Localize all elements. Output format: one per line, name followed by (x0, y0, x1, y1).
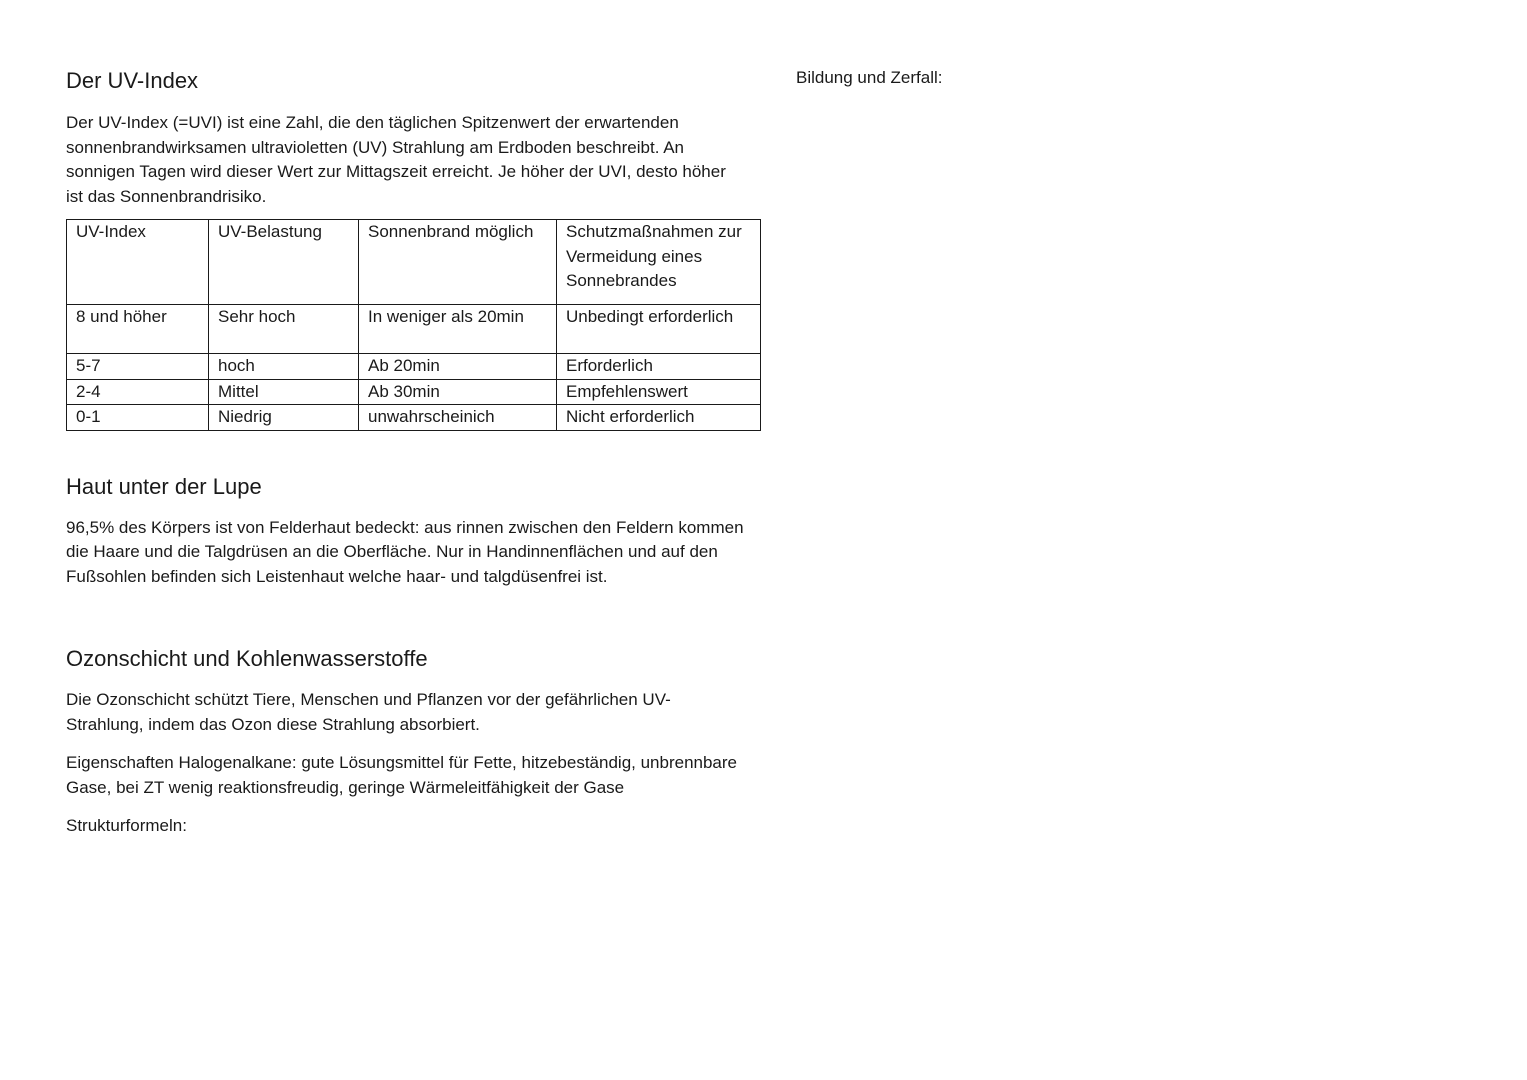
table-cell: Ab 20min (359, 354, 557, 380)
haut-text: 96,5% des Körpers ist von Felderhaut bedeckt: aus rinnen zwischen den Feldern kommen die Haare und die Talgdrüsen an die Oberfläche. Nur in Handinnenflächen und auf den Fußsohlen befinden sich Leistenhaut welche haar- und talgdüsenfrei ist. (66, 517, 744, 586)
table-cell: Sehr hoch (209, 305, 359, 354)
uv-index-intro: Der UV-Index (=UVI) ist eine Zahl, die den täglichen Spitzenwert der erwartenden sonnenbrandwirksamen ultravioletten (UV) Strahlung am Erdboden beschreibt. An sonnigen Tagen wird dieser Wert zur Mittagszeit erreicht. Je höher der UVI, desto höher ist das Sonnenbrandrisiko. (66, 113, 726, 206)
halogenalkane-text: Eigenschaften Halogenalkane: gute Lösungsmittel für Fette, hitzebeständig, unbrennbare Gase, bei ZT wenig reaktionsfreudig, geringe Wärmeleitfähigkeit der Gase (66, 753, 738, 797)
table-cell: 2-4 (67, 379, 209, 405)
strukturformeln-label: Strukturformeln: (66, 816, 187, 835)
table-cell: Ab 30min (359, 379, 557, 405)
section-title-uv-index: Der UV-Index (66, 68, 199, 93)
bildung-zerfall-label: Bildung und Zerfall: (796, 68, 943, 87)
uv-index-table (66, 219, 761, 431)
table-cell: Erforderlich (557, 354, 761, 380)
table-row (67, 305, 761, 354)
table-cell: Nicht erforderlich (557, 405, 761, 431)
table-cell: Empfehlenswert (557, 379, 761, 405)
table-cell: Niedrig (209, 405, 359, 431)
table-cell: In weniger als 20min (359, 305, 557, 354)
table-cell: Unbedingt erforderlich (557, 305, 761, 354)
table-header-cell: Schutzmaßnahmen zur Vermeidung eines Sonnebrandes (557, 220, 761, 305)
table-header-row (67, 220, 761, 305)
table-row (67, 405, 761, 431)
table-cell: 5-7 (67, 354, 209, 380)
section-title-haut: Haut unter der Lupe (66, 473, 262, 499)
table-header-cell: UV-Index (67, 220, 209, 305)
table-row (67, 379, 761, 405)
ozon-text: Die Ozonschicht schützt Tiere, Menschen und Pflanzen vor der gefährlichen UV-Strahlung, indem das Ozon diese Strahlung absorbiert. (66, 690, 671, 734)
table-cell: hoch (209, 354, 359, 380)
right-column (796, 66, 1456, 90)
table-row (67, 354, 761, 380)
section-title-ozon: Ozonschicht und Kohlenwasserstoffe (66, 646, 428, 671)
table-header-cell: UV-Belastung (209, 220, 359, 305)
table-header-cell: Sonnenbrand möglich (359, 220, 557, 305)
table-cell: Mittel (209, 379, 359, 405)
table-cell: unwahrscheinich (359, 405, 557, 431)
left-column (66, 66, 766, 839)
table-cell: 0-1 (67, 405, 209, 431)
table-cell: 8 und höher (67, 305, 209, 354)
